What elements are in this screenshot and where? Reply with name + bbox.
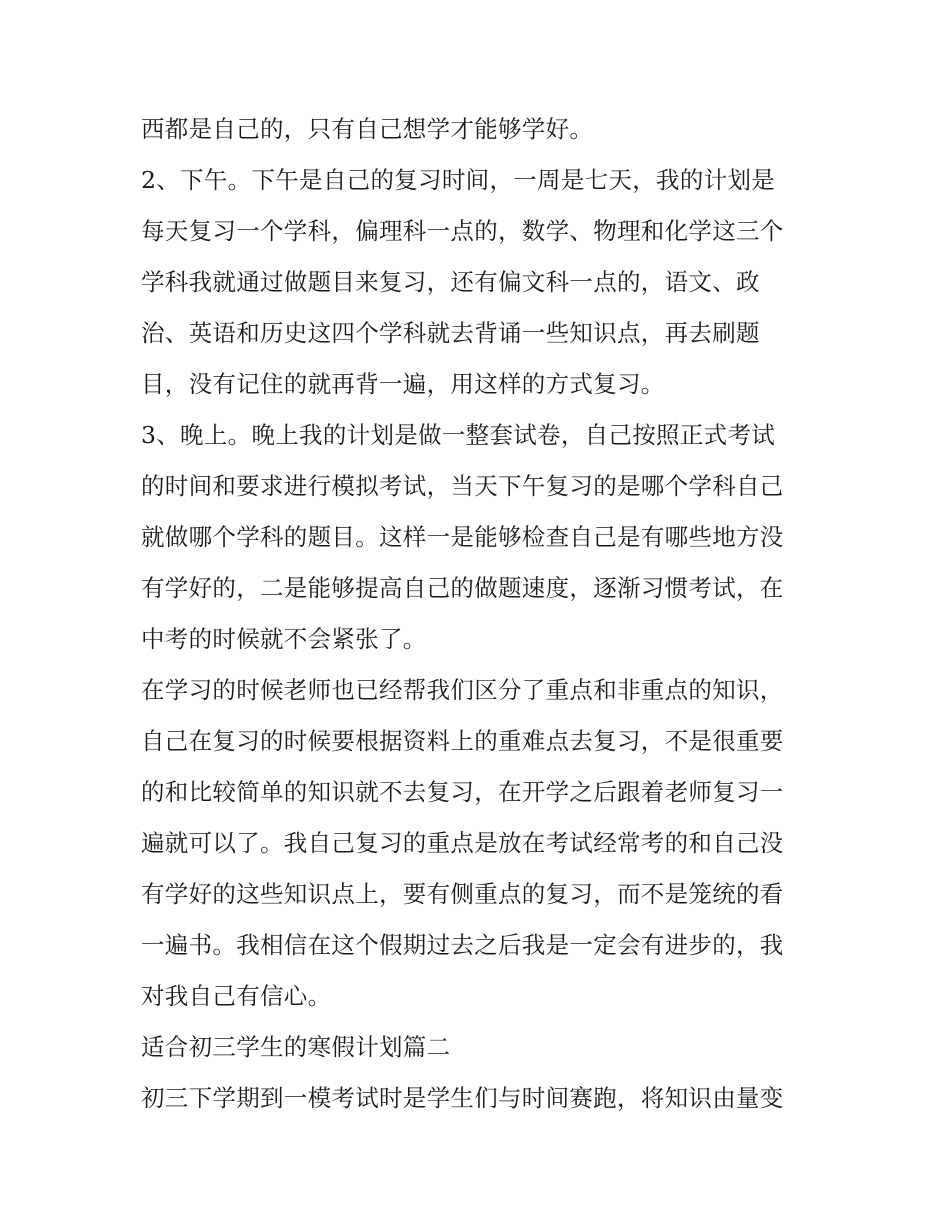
text-line: 自己在复习的时候要根据资料上的重难点去复习，不是很重要 xyxy=(141,727,784,755)
text-line: 的时间和要求进行模拟考试，当天下午复习的是哪个学科自己 xyxy=(141,472,784,500)
text-line: 2、下午。下午是自己的复习时间，一周是七天，我的计划是 xyxy=(141,166,776,194)
text-line: 在学习的时候老师也已经帮我们区分了重点和非重点的知识， xyxy=(141,676,784,704)
text-line: 的和比较简单的知识就不去复习，在开学之后跟着老师复习一 xyxy=(141,778,784,806)
text-line: 治、英语和历史这四个学科就去背诵一些知识点，再去刷题 xyxy=(141,319,760,347)
text-line: 遍就可以了。我自己复习的重点是放在考试经常考的和自己没 xyxy=(141,829,784,857)
text-line: 有学好的，二是能够提高自己的做题速度，逐渐习惯考试，在 xyxy=(141,574,784,602)
text-line: 学科我就通过做题目来复习，还有偏文科一点的，语文、政 xyxy=(141,268,760,296)
text-line: 目，没有记住的就再背一遍，用这样的方式复习。 xyxy=(141,370,665,398)
text-line: 一遍书。我相信在这个假期过去之后我是一定会有进步的，我 xyxy=(141,931,784,959)
text-line: 每天复习一个学科，偏理科一点的，数学、物理和化学这三个 xyxy=(141,217,784,245)
text-line: 有学好的这些知识点上，要有侧重点的复习，而不是笼统的看 xyxy=(141,880,784,908)
section-heading: 适合初三学生的寒假计划篇二 xyxy=(141,1033,451,1061)
text-line: 中考的时候就不会紧张了。 xyxy=(141,625,427,653)
text-line: 初三下学期到一模考试时是学生们与时间赛跑，将知识由量变 xyxy=(141,1084,784,1112)
text-line: 3、晚上。晚上我的计划是做一整套试卷，自己按照正式考试 xyxy=(141,421,776,449)
text-line: 西都是自己的，只有自己想学才能够学好。 xyxy=(141,115,594,143)
text-line: 对我自己有信心。 xyxy=(141,982,332,1010)
text-line: 就做哪个学科的题目。这样一是能够检查自己是有哪些地方没 xyxy=(141,523,784,551)
